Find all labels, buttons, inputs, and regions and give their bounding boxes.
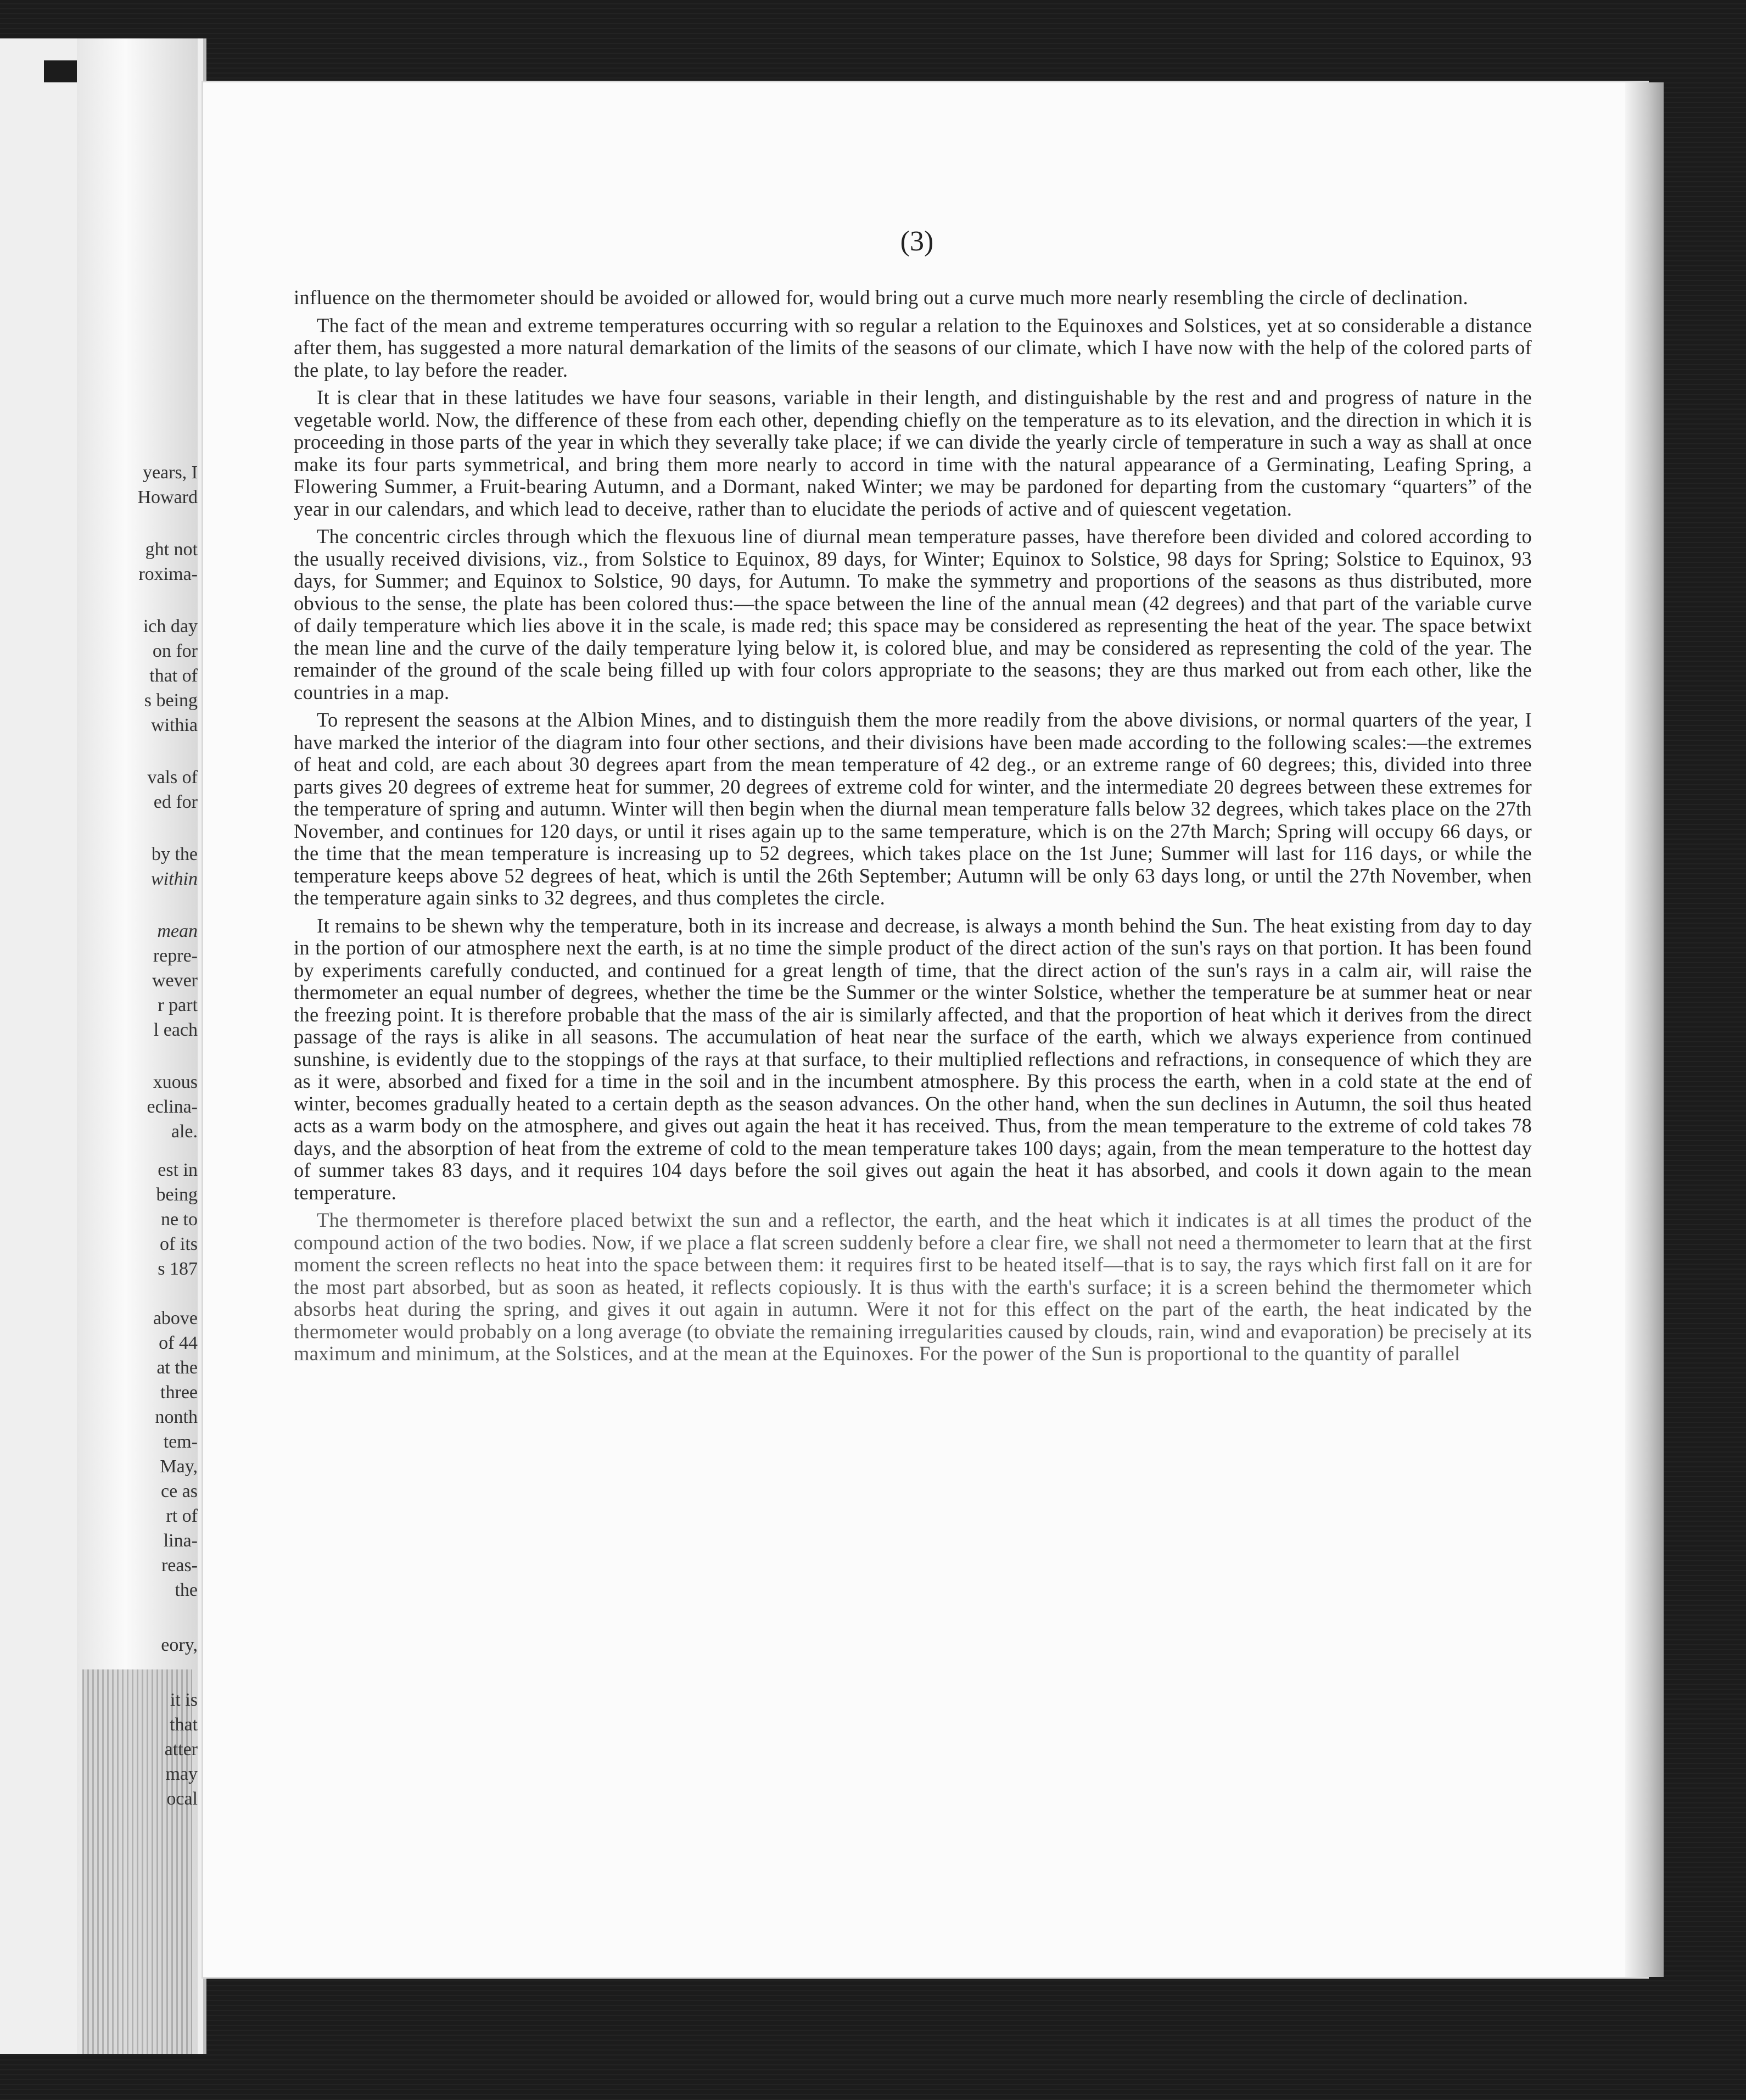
left-fragment: nonth — [155, 1407, 198, 1427]
left-fragment: eory, — [161, 1635, 198, 1655]
left-fragment: ce as — [160, 1481, 198, 1501]
left-fragment: at the — [156, 1358, 198, 1378]
left-fragment: l each — [153, 1020, 198, 1040]
left-fragment: May, — [160, 1456, 198, 1477]
paragraph: To represent the seasons at the Albion Mines, and to distinguish them the more readily from the above divisions, or normal quarters of the year, I have marked the interior of the diagram into four other sections, and their divisions have been made according to the following scales:—the extremes of heat and cold, are each about 30 degrees apart from the mean temperature of 42 deg., or an extreme range of 60 degrees; this, divided into three parts gives 20 degrees of extreme heat for summer, 20 degrees of extreme cold for winter, and the intermediate 20 degrees between these extremes for the temperature of spring and autumn. Winter will then begin when the diurnal mean temperature falls below 32 degrees, which takes place on the 27th November, and continues for 120 days, or until it rises again up to the same temperature, which is on the 27th March; Spring will occupy 66 days, or the time that the mean temperature is increasing up to 52 degrees, which takes place on the 1st June; Summer will last for 116 days, or while the temperature keeps above 52 degrees of heat, which is until the 26th September; Autumn will be only 63 days long, or until the 27th November, when the temperature again sinks to 32 degrees, and thus completes the circle. — [294, 708, 1532, 909]
paragraph: It remains to be shewn why the temperature, both in its increase and decrease, is always a month behind the Sun. The heat existing from day to day in the portion of our atmosphere next the earth, is at no time the simple product of the direct action of the sun's rays on that portion. It has been found by experiments carefully conducted, and continued for a great length of time, that the direct action of the sun's rays in a calm air, will raise the thermometer an equal number of degrees, whether the time be the Summer or the winter Solstice, whether the temperature be at summer heat or near the freezing point. It is therefore probable that the mass of the air is similarly affected, and that the proportion of heat which it derives from the direct passage of the rays is alike in all seasons. The accumulation of heat near the surface of the earth, which we always experience from continued sunshine, is evidently due to the stoppings of the rays at that surface, to their multiplied reflections and refractions, in consequence of which they are as it were, absorbed and fixed for a time in the soil and in the incumbent atmosphere. By this process the earth, when in a cold state at the end of winter, becomes gradually heated to a certain depth as the season advances. On the other hand, when the sun declines in Autumn, the soil thus heated acts as a warm body on the atmosphere, and gives out again the heat it has received. Thus, from the mean temperature to the extreme of cold takes 78 days, and the absorption of heat from the extreme of cold to the mean temperature takes 100 days; again, from the mean temperature to the hottest day of summer takes 83 days, and it requires 104 days before the soil gives out again the heat it has absorbed, and cools it down again to the mean temperature. — [294, 914, 1532, 1204]
left-fragment: years, I — [142, 462, 198, 483]
paragraph: The fact of the mean and extreme temperatures occurring with so regular a relation to the Equinoxes and Solstices, yet at so considerable a distance after them, has suggested a more natural demarkation of the limits of the seasons of our climate, which I have now with the help of the colored parts of the plate, to lay before the reader. — [294, 314, 1532, 381]
left-fragment: that — [170, 1714, 198, 1735]
paragraph: It is clear that in these latitudes we have four seasons, variable in their length, and distinguishable by the rest and and progress of nature in the vegetable world. Now, the difference of these from each other, depending chiefly on the temperature as to its elevation, and the direction in which it is proceeding in those parts of the year in which they severally take place; if we can divide the yearly circle of temperature in such a way as shall at once make its four parts symmetrical, and bring them more nearly to accord in time with the natural appearance of a Germinating, Leafing Spring, a Flowering Summer, a Fruit-bearing Autumn, and a Dormant, naked Winter; we may be pardoned for departing from the customary “quarters” of the year in our calendars, and which lead to deceive, rather than to elucidate the periods of active and of quiescent vegetation. — [294, 386, 1532, 520]
left-fragment: may — [165, 1764, 198, 1784]
left-fragment: est in — [158, 1160, 198, 1180]
left-fragment: repre- — [153, 946, 198, 966]
left-fragment: above — [153, 1308, 198, 1328]
left-fragment: roxima- — [138, 564, 198, 584]
left-fragment: within — [150, 869, 198, 889]
left-fragment: withia — [151, 715, 198, 735]
left-fragment: Howard — [137, 487, 198, 507]
page-body — [294, 287, 1532, 1371]
left-fragment: tem- — [163, 1432, 198, 1452]
left-fragment: s being — [144, 690, 198, 711]
left-fragment: s 187 — [158, 1259, 198, 1279]
left-facing-page — [0, 38, 206, 2054]
paragraph: influence on the thermometer should be avoided or allowed for, would bring out a curve much more nearly resembling the circle of declination. — [294, 286, 1468, 309]
left-fragment: being — [156, 1185, 198, 1205]
left-fragment: it is — [170, 1690, 198, 1710]
left-fragment: ed for — [153, 792, 198, 812]
left-fragment: xuous — [153, 1072, 198, 1092]
left-fragment: rt of — [166, 1506, 198, 1526]
left-fragment: on for — [152, 641, 198, 661]
left-fragment: ne to — [160, 1209, 198, 1230]
left-fragment: mean — [157, 921, 198, 941]
left-fragment: that of — [149, 666, 198, 686]
left-fragment: ale. — [171, 1121, 198, 1142]
left-fragment: eclina- — [147, 1097, 198, 1117]
page-curl-edge — [1625, 82, 1664, 1977]
left-fragment: ocal — [166, 1789, 198, 1809]
left-fragment: lina- — [163, 1531, 198, 1551]
left-fragment: atter — [164, 1739, 198, 1760]
left-fragment: wever — [152, 970, 198, 991]
left-fragment: of 44 — [159, 1333, 198, 1353]
paragraph: The thermometer is therefore placed betwixt the sun and a reflector, the earth, and the heat which it indicates is at all times the product of the compound action of the two bodies. Now, if we place a flat screen suddenly before a clear fire, we shall not need a thermometer to learn that at the first moment the screen reflects no heat into the space between them: it requires first to be heated itself—that is to say, the rays which first fall on it are for the most part absorbed, but as soon as heated, it reflects copiously. It is thus with the earth's surface; it is a screen behind the thermometer which absorbs heat during the spring, and gives it out again in autumn. Were it not for this effect on the part of the earth, the heat indicated by the thermometer would probably on a long average (to obviate the remaining irregularities caused by clouds, rain, wind and evaporation) be precisely at its maximum and minimum, at the Solstices, and at the mean at the Equinoxes. For the power of the Sun is proportional to the quantity of parallel — [294, 1209, 1532, 1365]
left-fragment: vals of — [147, 767, 198, 788]
paragraph: The concentric circles through which the flexuous line of diurnal mean temperature passes, have therefore been divided and colored according to the usually received divisions, viz., from Solstice to Equinox, 89 days, for Winter; Equinox to Solstice, 98 days for Spring; Solstice to Equinox, 93 days, for Summer; and Equinox to Solstice, 90 days, for Autumn. To make the symmetry and proportions of the seasons as thus distributed, more obvious to the sense, the plate has been colored thus:—the space between the line of the annual mean (42 degrees) and that part of the variable curve of daily temperature which lies above it in the scale, is made red; this space may be considered as representing the heat of the year. The space betwixt the mean line and the curve of the daily temperature lying below it, is colored blue, and may be considered as representing the cold of the year. The remainder of the ground of the scale being filled up with four colors appropriate to the seasons; they are thus marked out from each other, like the countries in a map. — [294, 525, 1532, 703]
left-fragment: ght not — [145, 539, 198, 560]
left-fragment: of its — [160, 1234, 198, 1254]
left-fragment: by the — [151, 844, 198, 864]
left-fragment: r part — [158, 995, 198, 1015]
left-fragment: the — [175, 1580, 198, 1600]
left-fragment: ich day — [143, 616, 198, 636]
left-fragment: three — [160, 1382, 198, 1403]
left-fragment: reas- — [161, 1555, 198, 1576]
page-number: (3) — [900, 226, 934, 257]
